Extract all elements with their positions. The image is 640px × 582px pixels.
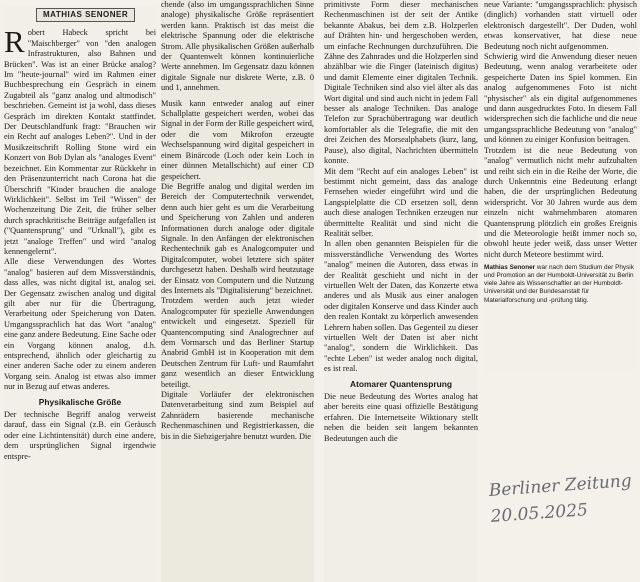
- author-bio: [484, 264, 637, 304]
- paragraph: Alle diese Verwendungen des Wortes "analog" basieren auf dem Missverständnis, dass alles, was nicht digital ist, analog sei. Der Gegensatz zwischen analog und digital gilt aber nur für die Übertragung, Verarbeitung oder Speicherung von Daten. Umgangssprachlich hat das Wort "analog" eine ganz andere Bedeutung. Eine Sache oder ein Vorgang können analog, d.h. entsprechend, ähnlich oder gleichartig zu einer anderen Sache oder zu einem anderen Vorgang sein. Analog ist etwas also immer nur in Bezug auf etwas anderes.: [4, 257, 156, 392]
- paragraph: neue Variante: "umgangssprachlich: physisch (dinglich) vorhanden statt virtuell oder elektronisch dargestellt". Der Duden, wohl etwas konservativer, hat diese neue Bedeutung noch nicht aufgenommen.: [484, 0, 637, 51]
- author-bio-name: Mathias Senoner: [484, 264, 536, 272]
- paragraph: Musik kann entweder analog auf einer Schallplatte gespeichert werden, wobei das Signal in der Form der Rille gespeichert wird, oder die vom Mikrofon erzeugte Wechselspannung wird digital gespeichert in einem Binärcode (Loch oder kein Loch in einer dünnen Metallschicht) auf einer CD gespeichert.: [161, 98, 314, 181]
- paragraph: Trotzdem werden auch jetzt wieder Analogcomputer für spezielle Anwendungen entwickelt und eingesetzt. Speziell für Quantencomputing sind Analogrechner auf dem Vormarsch und das Berliner Startup Anabrid GmbH ist in Kooperation mit dem Deutschen Zentrum für Luft- und Raumfahrt ganz wesentlich an dieser Entwicklung beteiligt.: [161, 296, 314, 389]
- paragraph: Schwierig wird die Anwendung dieser neuen Bedeutung, wenn analog verarbeitete oder gespeicherte Daten ins Spiel kommen. Ein analog aufgenommenes Foto ist nicht "physischer" als ein digital aufgenommenes und dann ausgedrucktes Foto. In diesem Fall widersprechen sich die fachliche und die neue umgangssprachliche Bedeutung von "analog" und können zu einiger Konfusion beitragen.: [484, 52, 637, 145]
- handwritten-source-note: [488, 468, 631, 530]
- author-bio-text: war nach dem Studium der Physik und Promotion an der Humboldt-Universität zu Berlin viele Jahre als Wissenschaftler an der Humboldt-Universität und der Bundesanstalt für Materialforschung und -prüfung tätig.: [484, 264, 634, 304]
- paragraph: Mit dem "Recht auf ein analoges Leben" ist bestimmt nicht gemeint, dass das analoge Fernsehen wieder eingeführt wird und die Langspielplatte die CD ersetzen soll, denn auch diese analogen Techniken erzeugen nur übermittelte Realität und sind nicht die Realität selber.: [324, 166, 478, 238]
- paragraph: Die Begriffe analog und digital werden im Bereich der Computertechnik verwendet, denn auch hier geht es um die Verarbeitung und Speicherung von Zahlen und anderen Informationen durch analoge oder digitale Signale. In den Anfängen der elektronischen Rechentechnik gab es Analogcomputer und Digitalcomputer, wobei letztere sich später durchgesetzt haben. Deshalb wird heutzutage der Einsatz von Computern und die Nutzung des Internets als "Digitalisierung" bezeichnet.: [161, 181, 314, 295]
- handwritten-date: 20.05.2025: [490, 500, 589, 527]
- paragraph: In allen oben genannten Beispielen für die missverständliche Verwendung des Wortes "analog" meinen die Autoren, dass etwas in der Realität geschieht und nicht in der virtuellen Welt der Daten, das Konzerte etwa anderes und als Musik aus einer analogen oder digitalen Konserve und dass Kinder auch den realen Kontakt zu körperlich anwesenden Lehrern haben sollen. Das Gegenteil zu dieser virtuellen Welt der Daten ist aber nicht "analog", sondern die Wirklichkeit. Das "echte Leben" ist weder analog noch digital, es ist real.: [324, 239, 478, 374]
- paragraph: Der technische Begriff analog verweist darauf, dass ein Signal (z.B. ein Geräusch oder eine Lichtintensität) durch eine andere, dem ursprünglichen Signal irgendwie entspre-: [4, 410, 156, 461]
- handwritten-newspaper-name: Berliner Zeitung: [488, 471, 633, 501]
- article-column-1: [4, 6, 156, 582]
- author-byline: MATHIAS SENONER: [36, 8, 135, 22]
- subheading-physikalische-groesse: Physikalische Größe: [38, 396, 122, 407]
- intro-paragraph-text: obert Habeck spricht bei "Maischberger" von "den analogen Infrastrukturen, also Bahnen und Brücken". Was ist an einer Brücke analog? Im "heute-journal" wird im Rahmen einer Buchbesprechung ein Gespräch in einem Zugabteil als "ganz analog und altmodisch" beschrieben. Gemeint ist ja wohl, dass dieses Gespräch im direkten Kontakt stattfindet. Der Deutschlandfunk fragt: "Brauchen wir ein Recht auf analoges Leben?". Und in der Musikzeitschrift Rolling Stone wird ein Konzert von Bob Dylan als "analoges Event" bezeichnet. Ein Kommentar zur Rückkehr in den Präsenzunterricht nach Corona hat die Überschrift "Kinder brauchen die analoge Wirklichkeit". Selbst im Teil "Wissen" der Wochenzeitung Die Zeit, die früher selber durch sprachkritische Beiträge aufgefallen ist ("Quantensprung" und "Urknall"), gibt es jetzt "analoge Treffen" und wird "analog kennengelernt".: [4, 28, 156, 256]
- paragraph: Digitale Vorläufer der elektronischen Datenverarbeitung sind zum Beispiel auf Zahnrädern basierende mechanische Rechenmaschinen und Registrierkassen, die bis in die Siebzigerjahre benutzt wurden. Die: [161, 390, 314, 441]
- intro-paragraph: [4, 24, 156, 257]
- paragraph: chende (also im umgangssprachlichen Sinne analoge) physikalische Größe repräsentiert werden kann. Praktisch ist das meist die elektrische Spannung oder die elektrische Strom. Alle physikalischen Größen außerhalb der Quantenwelt können kontinuierliche Werte annehmen. Im Gegensatz dazu können digitale Signale nur diskrete Werte, z.B. 0 und 1, annehmen.: [161, 0, 314, 93]
- article-column-3: [324, 0, 478, 582]
- paragraph: primitivste Form dieser mechanischen Rechenmaschinen ist der seit der Antike bekannte Abakus, bei dem z.B. Holzperlen auf Drähten hin- und hergeschoben werden, um einfache Rechnungen durchzuführen. Die Zähne des Zahnrades und die Holzperlen sind abzählbar wie die Finger (lateinisch digitus) und damit Elemente einer digitalen Technik. Digitale Techniken sind also viel älter als das Wort digital und sind auch nicht in jedem Fall besser als analoge Techniken. Das analoge Telefon zur Sprachübertragung war deutlich komfortabler als die Telegrafie, die mit den drei Zeichen des Morsealphabets (kurz, lang, Pause), also digital, Nachrichten übermitteln konnte.: [324, 0, 478, 166]
- paragraph: Trotzdem ist die neue Bedeutung von "analog" vermutlich nicht mehr aufzuhalten und reiht sich ein in die Reihe der Worte, die durch Unkenntnis eine Bedeutung erlangt haben, die der ursprünglichen Bedeutung widerspricht. Vor 30 Jahren wurde aus dem einzeln nicht wahrnehmbaren atomaren Quantensprung plötzlich ein großes Ereignis und die Meteorologie heißt immer noch so, obwohl heute jeder weiß, dass unser Wetter nicht durch Meteore bestimmt wird.: [484, 145, 637, 259]
- drop-cap: R: [4, 24, 25, 60]
- article-column-2: [161, 0, 314, 582]
- subheading-atomarer-quantensprung: Atomarer Quantensprung: [350, 378, 452, 389]
- article-column-4: [484, 0, 637, 374]
- paragraph: Die neue Bedeutung des Wortes analog hat aber bereits eine quasi offizielle Bestätigung erfahren. Die Internetseite Wiktionary stellt neben die beiden seit langem bekannten Bedeutungen auch die: [324, 392, 478, 443]
